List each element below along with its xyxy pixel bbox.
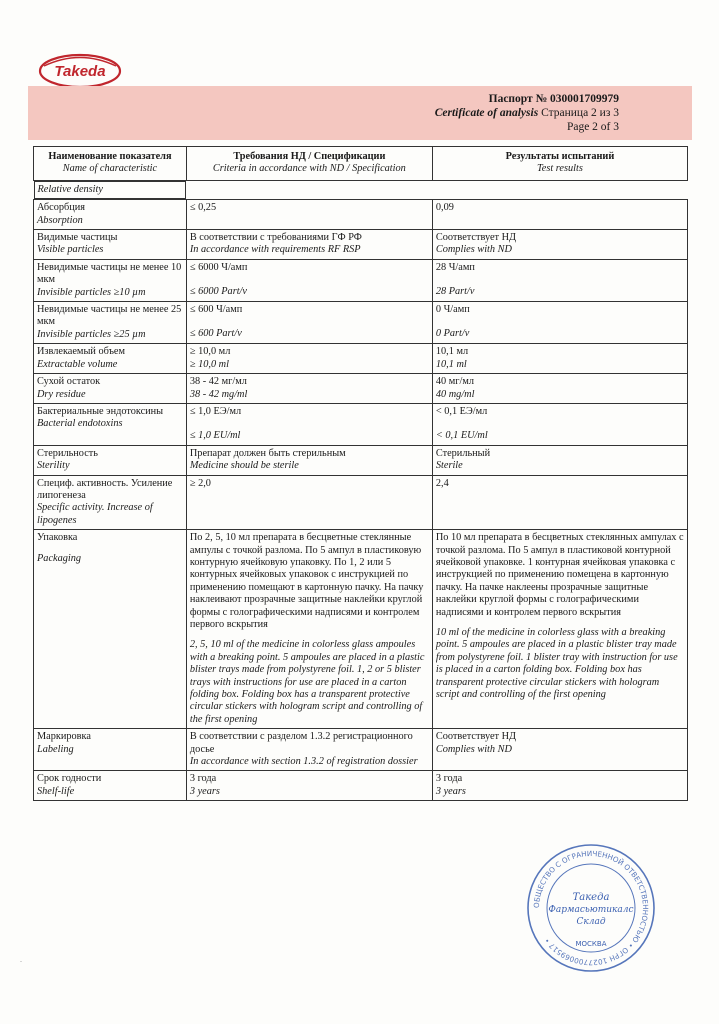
characteristic-cell: Специф. активность. Усиление липогенеза Specific activity. Increase of lipogenes (34, 475, 187, 530)
result-cell: Соответствует НД Complies with ND (432, 729, 687, 771)
result-cell: Стерильный Sterile (432, 445, 687, 475)
table-row (34, 344, 688, 374)
characteristic-cell: Видимые частицы Visible particles (34, 230, 187, 260)
characteristic-cell: Стерильность Sterility (34, 445, 187, 475)
stamp-ring-text: ОБЩЕСТВО С ОГРАНИЧЕННОЙ ОТВЕТСТВЕННОСТЬЮ • ОГРН 1027700069517 • (531, 848, 651, 968)
table-row (34, 259, 688, 301)
table-row (34, 230, 688, 260)
criteria-cell: ≤ 0,25 (186, 200, 432, 230)
logo-text: Takeda (54, 63, 106, 80)
criteria-cell: ≤ 6000 Ч/амп ≤ 6000 Part/v (186, 259, 432, 301)
section-label: Relative density (34, 181, 187, 199)
characteristic-cell: Сухой остаток Dry residue (34, 374, 187, 404)
table-row (34, 729, 688, 771)
characteristic-cell: Упаковка Packaging (34, 530, 187, 729)
criteria-cell: ≥ 2,0 (186, 475, 432, 530)
result-cell: 0 Ч/амп 0 Part/v (432, 302, 687, 344)
result-cell: 0,09 (432, 200, 687, 230)
result-cell: Соответствует НД Complies with ND (432, 230, 687, 260)
characteristic-cell: Невидимые частицы не менее 25 мкм Invisible particles ≥25 µm (34, 302, 187, 344)
header-name: Наименование показателя Name of characteristic (34, 147, 187, 181)
table-row (34, 180, 688, 199)
criteria-cell: ≤ 600 Ч/амп ≤ 600 Part/v (186, 302, 432, 344)
passport-number: Паспорт № 030001709979 (488, 93, 619, 105)
stamp-line-3: Склад (576, 917, 606, 927)
result-cell: 2,4 (432, 475, 687, 530)
criteria-cell: 3 года 3 years (186, 771, 432, 801)
criteria-cell: В соответствии с требованиями ГФ РФ In accordance with requirements RF RSP (186, 230, 432, 260)
characteristic-cell: Маркировка Labeling (34, 729, 187, 771)
criteria-cell: ≥ 10,0 мл ≥ 10,0 ml (186, 344, 432, 374)
criteria-cell: ≤ 1,0 ЕЭ/мл ≤ 1,0 EU/ml (186, 403, 432, 445)
table-header-row (34, 147, 688, 181)
table-row (34, 475, 688, 530)
result-cell: 28 Ч/амп 28 Part/v (432, 259, 687, 301)
stamp-line-1: Такеда (572, 892, 610, 903)
criteria-cell: По 2, 5, 10 мл препарата в бесцветные стеклянные ампулы с точкой разлома. По 5 ампул в пластиковую контурную ячейковую упаковку. По 1, 2 или 5 контурных ячейковых упаковок с инструкцией по применению помещают в картонную пачку. На пачку наклеивают прозрачные защитные наклейки круглой формы с голографическими надписями и контролем первого вскрытия 2, 5, 10 ml of the medicine in colorless glass ampoules with a breaking point. 5 ampoules are placed in a plastic blister trays made from polystyrene foil. 1, 2 or 5 blister trays with instructions for use are placed in a carton folding box. Folding box has a transparent protective circular stickers with hologram script and controlling of the first opening (186, 530, 432, 729)
table-row (34, 374, 688, 404)
result-cell: По 10 мл препарата в бесцветных стеклянных ампулах с точкой разлома. По 5 ампул в пластиковой контурной ячейковой упаковке. 1 контурная ячейковая упаковка с инструкцией по применению помещена в картонную пачку. На пачке наклеены прозрачные защитные наклейки круглой формы с голографическими надписями и контролем первого вскрытия 10 ml of the medicine in colorless glass with a breaking point. 5 ampoules are placed in a plastic blister tray made from polystyrene foil. 1 blister tray with instruction for use is placed in a carton folding box. Folding box has transparent protective circular stickers with hologram script and controlling of the first opening (432, 530, 687, 729)
certificate-line: Certificate of analysis Страница 2 из 3 (434, 107, 619, 119)
result-cell: < 0,1 ЕЭ/мл < 0,1 EU/ml (432, 403, 687, 445)
result-cell: 3 года 3 years (432, 771, 687, 801)
table-row (34, 403, 688, 445)
characteristic-cell: Бактериальные эндотоксины Bacterial endotoxins (34, 403, 187, 445)
header-results: Результаты испытаний Test results (432, 147, 687, 181)
table-row (34, 302, 688, 344)
stamp-line-2: Фармасьютикалс (548, 905, 634, 915)
criteria-cell: Препарат должен быть стерильным Medicine should be sterile (186, 445, 432, 475)
table-row (34, 530, 688, 729)
characteristic-cell: Срок годности Shelf-life (34, 771, 187, 801)
characteristic-cell: Невидимые частицы не менее 10 мкм Invisible particles ≥10 µm (34, 259, 187, 301)
document-header (435, 92, 619, 134)
margin-marks: . (20, 955, 22, 964)
header-criteria: Требования НД / Спецификации Criteria in accordance with ND / Specification (186, 147, 432, 181)
characteristic-cell: Абсорбция Absorption (34, 200, 187, 230)
takeda-logo (38, 53, 122, 89)
criteria-cell: В соответствии с разделом 1.3.2 регистрационного досье In accordance with section 1.3.2 of registration dossier (186, 729, 432, 771)
result-cell: 40 мг/мл 40 mg/ml (432, 374, 687, 404)
characteristic-cell: Извлекаемый объем Extractable volume (34, 344, 187, 374)
table-row (34, 200, 688, 230)
stamp-city: МОСКВА (575, 940, 607, 948)
table-row (34, 771, 688, 801)
analysis-table (33, 146, 688, 801)
result-cell: 10,1 мл 10,1 ml (432, 344, 687, 374)
page-number: Page 2 of 3 (566, 121, 619, 133)
table-row (34, 445, 688, 475)
company-stamp (525, 842, 657, 974)
criteria-cell: 38 - 42 мг/мл 38 - 42 mg/ml (186, 374, 432, 404)
